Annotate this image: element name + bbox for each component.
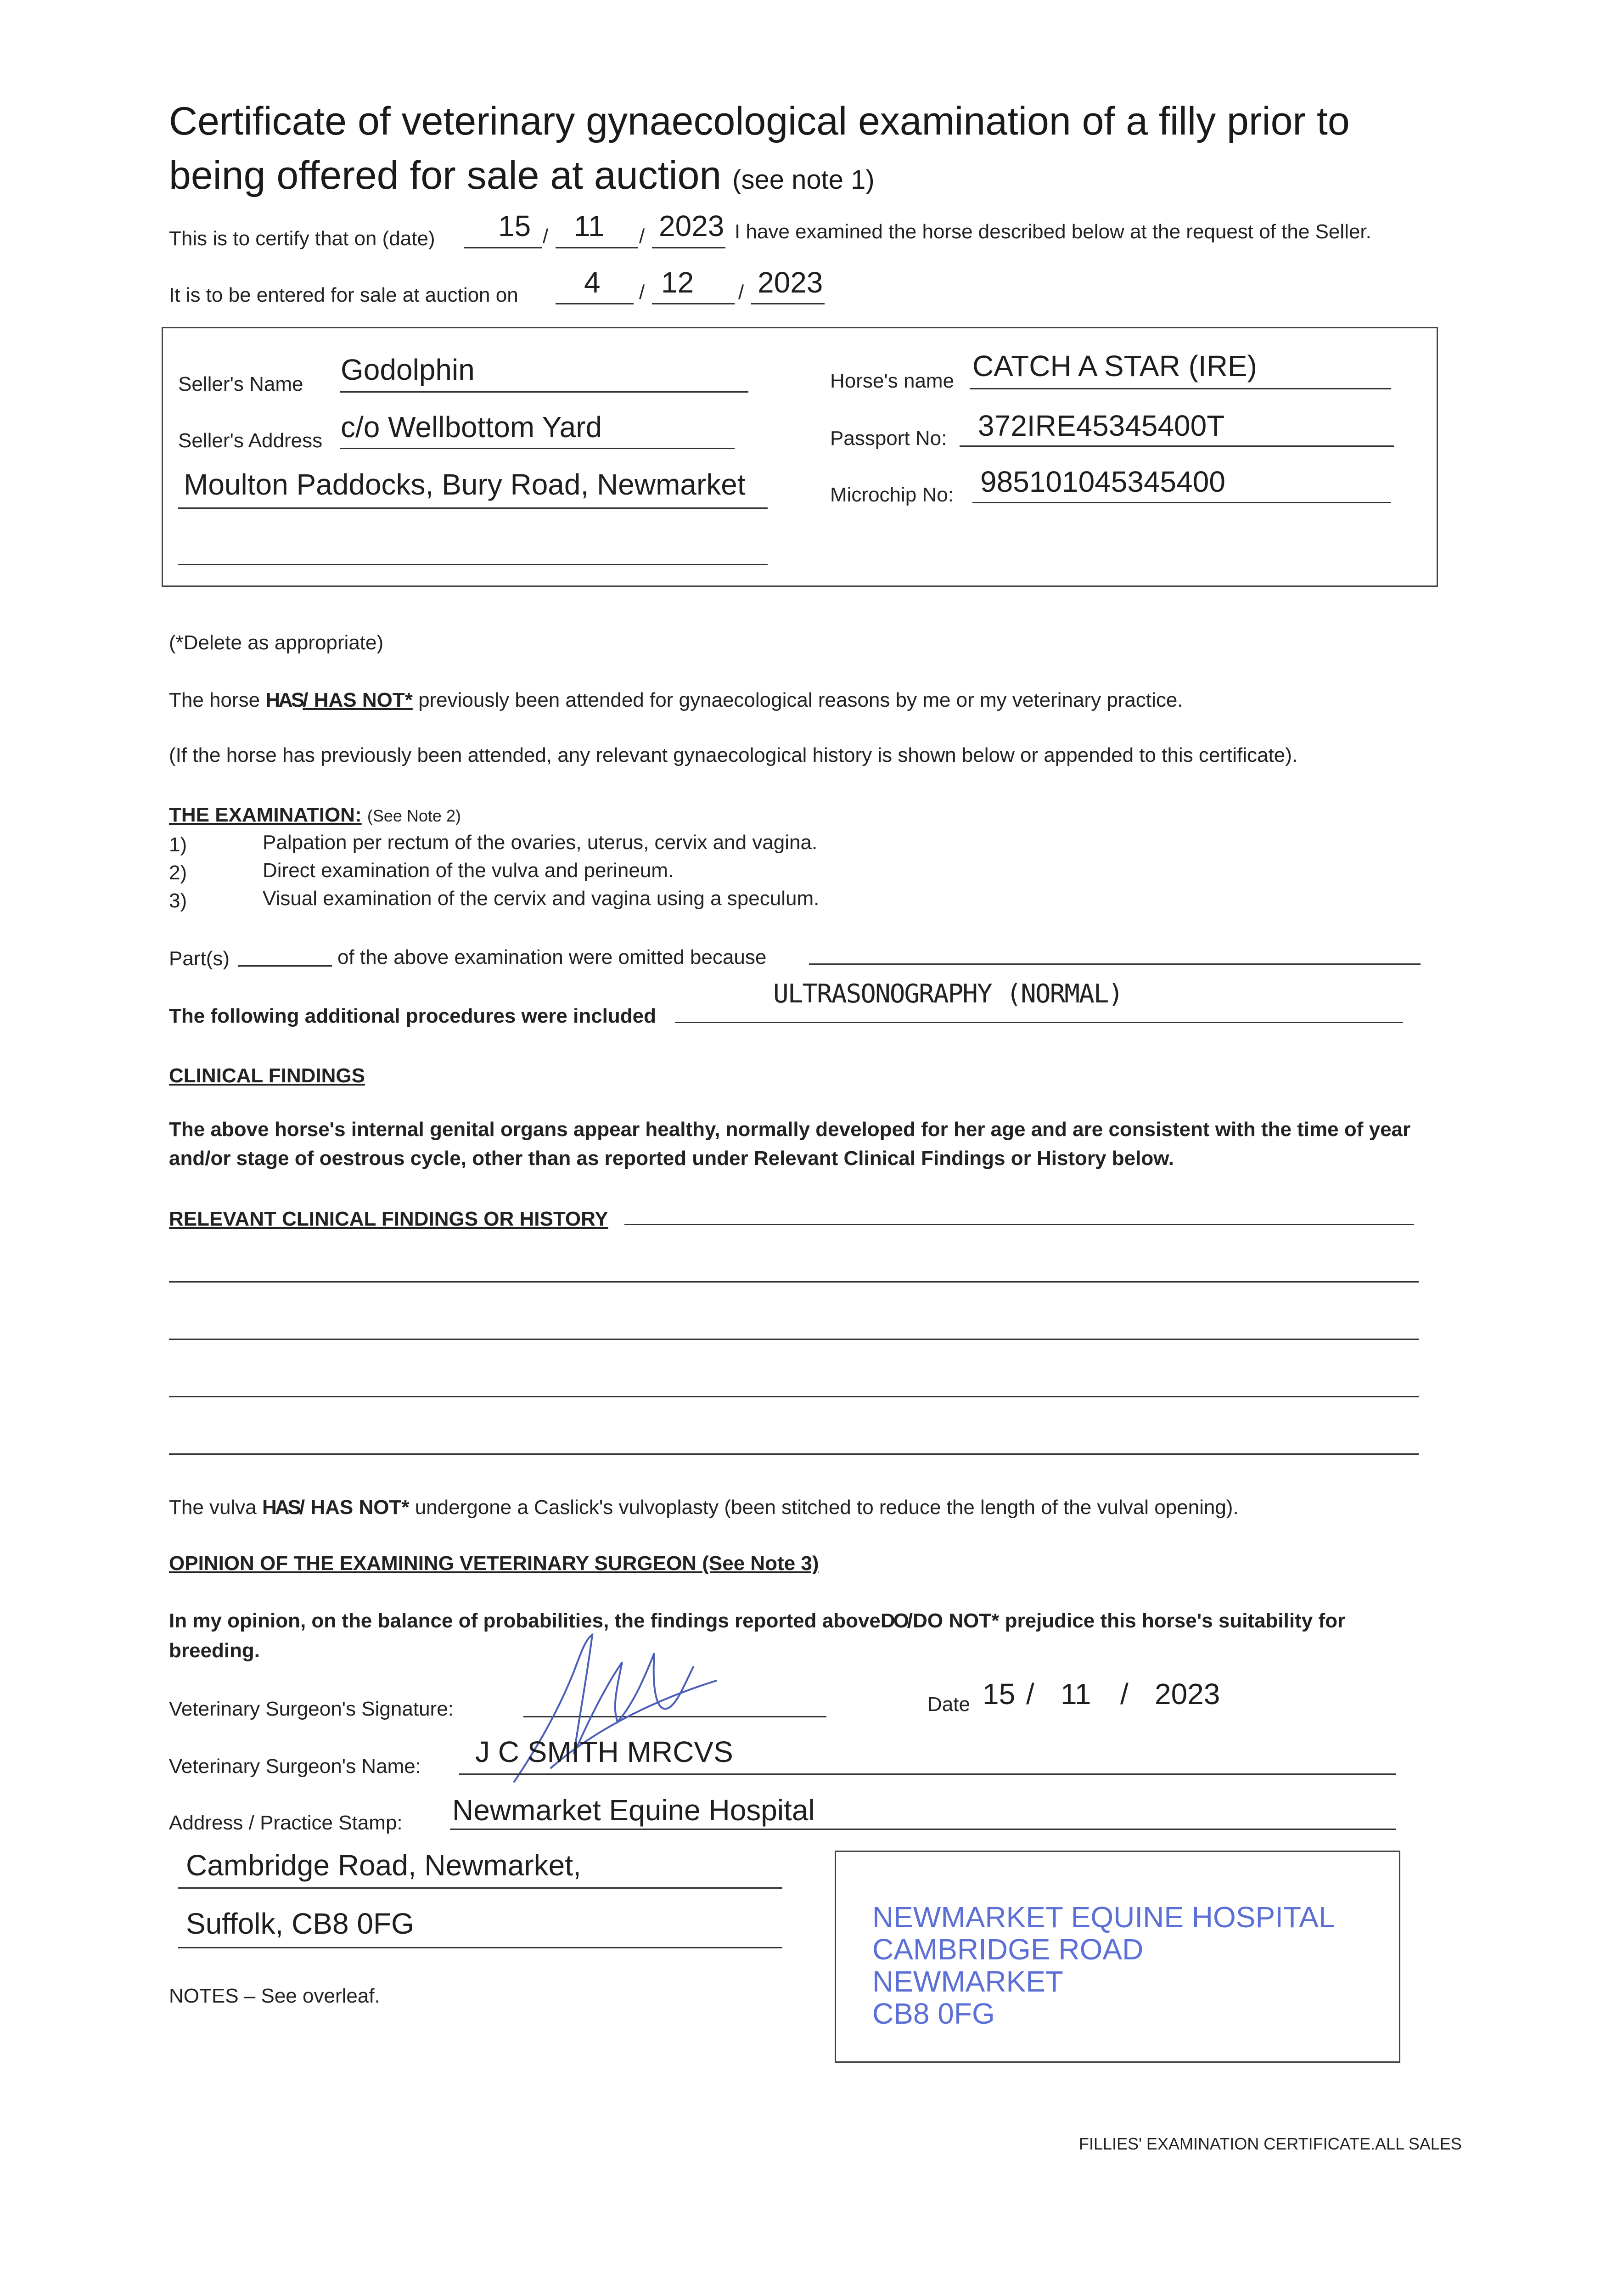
stamp-line-3: NEWMARKET: [872, 1965, 1063, 1998]
title-text: being offered for sale at auction: [169, 153, 722, 197]
exam-item-1-text: Palpation per rectum of the ovaries, uterus, cervix and vagina.: [263, 831, 818, 854]
omitted-prefix: Part(s): [169, 947, 230, 970]
vulva-line: [169, 1496, 1239, 1519]
additional-value: ULTRASONOGRAPHY (NORMAL): [773, 979, 1123, 1009]
seller-address-label: Seller's Address: [178, 429, 323, 452]
notes-label: NOTES – See overleaf.: [169, 1985, 380, 2007]
exam-item-3-text: Visual examination of the cervix and vagina using a speculum.: [263, 887, 820, 910]
certify-prefix: This is to certify that on (date): [169, 227, 435, 250]
relevant-heading: RELEVANT CLINICAL FINDINGS OR HISTORY: [169, 1208, 608, 1230]
attended-struck-option: HAS: [265, 689, 303, 711]
practice-address-1: Newmarket Equine Hospital: [452, 1794, 815, 1827]
vet-name-label: Veterinary Surgeon's Name:: [169, 1755, 421, 1778]
exam-item-2-num: 2): [169, 861, 187, 884]
seller-name: Godolphin: [341, 353, 475, 386]
seller-name-label: Seller's Name: [178, 373, 303, 395]
passport-label: Passport No:: [830, 427, 947, 450]
clinical-heading: CLINICAL FINDINGS: [169, 1064, 365, 1087]
signature-mark: [496, 1616, 735, 1800]
seller-address-1: c/o Wellbottom Yard: [341, 411, 602, 444]
vulva-prefix: The vulva: [169, 1496, 257, 1519]
examination-heading-text: THE EXAMINATION:: [169, 804, 362, 826]
opinion-text: [169, 1609, 1345, 1632]
title-note: (see note 1): [732, 165, 875, 195]
title-line-1: Certificate of veterinary gynaecological examination of a filly prior to: [169, 99, 1350, 143]
date-day: 15: [983, 1677, 1016, 1711]
attended-selected-option: / HAS NOT*: [303, 689, 413, 711]
delete-note: (*Delete as appropriate): [169, 631, 384, 654]
auction-day: 4: [584, 266, 601, 299]
vet-name: J C SMITH MRCVS: [475, 1735, 733, 1768]
exam-item-3-num: 3): [169, 889, 187, 912]
vulva-selected-option: / HAS NOT*: [299, 1496, 410, 1519]
opinion-prefix: In my opinion, on the balance of probabilities, the findings reported above: [169, 1609, 881, 1632]
opinion-suffix: prejudice this horse's suitability for: [1005, 1609, 1346, 1632]
microchip-label: Microchip No:: [830, 484, 954, 506]
practice-address-3: Suffolk, CB8 0FG: [186, 1907, 414, 1940]
additional-label: The following additional procedures were included: [169, 1005, 657, 1027]
attended-line: [169, 689, 1183, 712]
date-year: 2023: [1155, 1677, 1220, 1711]
auction-month: 12: [661, 266, 694, 299]
omitted-suffix: of the above examination were omitted because: [337, 946, 767, 968]
exam-item-2-text: Direct examination of the vulva and perineum.: [263, 859, 674, 882]
stamp-line-2: CAMBRIDGE ROAD: [872, 1933, 1144, 1966]
title-line-2: [169, 148, 875, 207]
opinion-struck-option: DO: [880, 1609, 907, 1632]
stamp-line-1: NEWMARKET EQUINE HOSPITAL: [872, 1901, 1335, 1934]
certify-suffix: I have examined the horse described below at the request of the Seller.: [735, 220, 1371, 243]
horse-name: CATCH A STAR (IRE): [972, 349, 1257, 383]
signature-label: Veterinary Surgeon's Signature:: [169, 1698, 454, 1720]
vulva-struck-option: HAS: [262, 1496, 299, 1519]
exam-item-1-num: 1): [169, 833, 187, 856]
certify-month: 11: [574, 209, 605, 242]
auction-prefix: It is to be entered for sale at auction on: [169, 284, 518, 306]
auction-year: 2023: [758, 266, 823, 299]
clinical-text-1: The above horse's internal genital organs appear healthy, normally developed for her age and are consistent with the time of year: [169, 1118, 1411, 1141]
footer-text: FILLIES' EXAMINATION CERTIFICATE.ALL SALES: [1079, 2134, 1462, 2153]
practice-address-2: Cambridge Road, Newmarket,: [186, 1849, 581, 1882]
stamp-line-4: CB8 0FG: [872, 1997, 995, 2030]
certify-day: 15: [498, 209, 531, 242]
attended-suffix: previously been attended for gynaecological reasons by me or my veterinary practice.: [418, 689, 1183, 711]
examination-heading-note: (See Note 2): [367, 806, 461, 825]
attended-prefix: The horse: [169, 689, 260, 711]
opinion-selected-option: /DO NOT*: [907, 1609, 1000, 1632]
date-month: 11: [1061, 1677, 1091, 1711]
practice-address-label: Address / Practice Stamp:: [169, 1812, 403, 1834]
clinical-text-2: and/or stage of oestrous cycle, other than as reported under Relevant Clinical Findings or History below.: [169, 1147, 1174, 1170]
microchip-number: 985101045345400: [980, 465, 1225, 498]
opinion-line-2: breeding.: [169, 1639, 260, 1662]
vulva-suffix: undergone a Caslick's vulvoplasty (been stitched to reduce the length of the vulval opening).: [415, 1496, 1239, 1519]
horse-name-label: Horse's name: [830, 370, 955, 392]
history-note: (If the horse has previously been attended, any relevant gynaecological history is shown below or appended to this certificate).: [169, 744, 1298, 766]
examination-heading: [169, 804, 461, 827]
date-label: Date: [927, 1693, 970, 1716]
opinion-heading: OPINION OF THE EXAMINING VETERINARY SURGEON (See Note 3): [169, 1552, 819, 1575]
seller-address-2: Moulton Paddocks, Bury Road, Newmarket: [184, 468, 746, 501]
passport-number: 372IRE45345400T: [978, 409, 1225, 442]
certify-year: 2023: [659, 209, 724, 242]
